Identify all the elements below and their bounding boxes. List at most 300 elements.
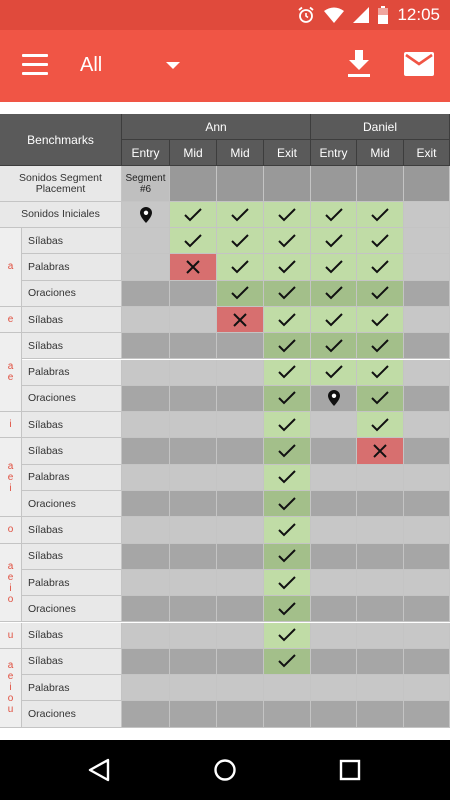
- benchmark-cell[interactable]: [217, 570, 264, 596]
- check-icon: [324, 233, 344, 249]
- benchmark-cell[interactable]: [217, 333, 264, 359]
- check-icon: [370, 417, 390, 433]
- vowel-group-label: [0, 412, 22, 438]
- benchmark-cell[interactable]: [264, 596, 311, 622]
- row-label-text: Sílabas: [28, 550, 64, 563]
- benchmark-cell[interactable]: [311, 254, 357, 280]
- benchmark-cell[interactable]: [264, 386, 311, 412]
- benchmark-cell[interactable]: [264, 544, 311, 570]
- benchmark-cell[interactable]: [264, 701, 311, 727]
- row-label-text: Sílabas: [28, 234, 64, 247]
- column-header-label: Mid: [370, 145, 390, 160]
- vowel-letter: u: [7, 704, 14, 716]
- benchmark-cell[interactable]: [311, 570, 357, 596]
- row-label: [22, 307, 122, 333]
- student-header-daniel: [311, 114, 450, 140]
- benchmark-cell[interactable]: [170, 649, 217, 675]
- benchmark-cell[interactable]: [404, 701, 450, 727]
- check-icon: [277, 233, 297, 249]
- benchmark-cell[interactable]: [357, 281, 404, 307]
- column-header-label: Entry: [131, 145, 160, 160]
- recents-icon[interactable]: [339, 759, 361, 781]
- row-label-text: Palabras: [28, 681, 70, 694]
- row-label-text: Sílabas: [28, 339, 64, 352]
- placement-cell[interactable]: [357, 166, 404, 202]
- benchmark-cell[interactable]: [264, 281, 311, 307]
- row-label-text: Sílabas: [28, 313, 64, 326]
- vowel-letter: a: [7, 560, 14, 572]
- check-icon: [277, 338, 297, 354]
- row-label-text: Sílabas: [28, 629, 64, 642]
- benchmark-cell[interactable]: [217, 465, 264, 491]
- cross-icon: [185, 259, 201, 275]
- check-icon: [230, 285, 250, 301]
- benchmark-cell[interactable]: [264, 649, 311, 675]
- benchmark-cell[interactable]: [170, 360, 217, 386]
- benchmark-cell[interactable]: [122, 412, 170, 438]
- benchmark-cell[interactable]: [122, 701, 170, 727]
- benchmark-cell[interactable]: [217, 228, 264, 254]
- student-name: Ann: [205, 119, 227, 134]
- check-icon: [183, 233, 203, 249]
- benchmark-cell[interactable]: [122, 360, 170, 386]
- benchmark-cell[interactable]: [311, 517, 357, 543]
- check-icon: [277, 496, 297, 512]
- benchmark-cell[interactable]: [264, 254, 311, 280]
- benchmark-cell[interactable]: [264, 307, 311, 333]
- vowel-group-label: [0, 649, 22, 728]
- row-label-initial-sounds: [0, 202, 122, 228]
- vowel-letter: e: [7, 314, 14, 326]
- row-label: [22, 333, 122, 359]
- benchmark-cell[interactable]: [357, 517, 404, 543]
- column-header: [264, 140, 311, 166]
- benchmark-cell[interactable]: [311, 412, 357, 438]
- filter-select-label[interactable]: All: [80, 54, 103, 76]
- row-label: [22, 360, 122, 386]
- check-icon: [324, 364, 344, 380]
- benchmark-cell[interactable]: [311, 386, 357, 412]
- placement-cell[interactable]: [217, 166, 264, 202]
- column-header-label: Exit: [276, 145, 297, 160]
- vowel-letter: o: [7, 593, 14, 605]
- check-icon: [277, 601, 297, 617]
- battery-icon: [378, 6, 388, 24]
- column-header-label: Mid: [183, 145, 203, 160]
- benchmark-cell[interactable]: [122, 517, 170, 543]
- check-icon: [277, 653, 297, 669]
- benchmark-cell[interactable]: [170, 491, 217, 517]
- benchmark-cell[interactable]: [311, 438, 357, 464]
- app-bar: [0, 30, 450, 102]
- check-icon: [370, 312, 390, 328]
- vowel-letter: u: [7, 629, 14, 641]
- benchmark-cell[interactable]: [404, 491, 450, 517]
- benchmark-cell[interactable]: [311, 623, 357, 649]
- check-icon: [183, 207, 203, 223]
- benchmark-cell[interactable]: [122, 307, 170, 333]
- benchmark-cell[interactable]: [264, 333, 311, 359]
- status-icons: [297, 0, 440, 30]
- benchmark-cell[interactable]: [170, 465, 217, 491]
- vowel-letter: e: [7, 571, 14, 583]
- benchmark-cell[interactable]: [122, 491, 170, 517]
- benchmark-cell[interactable]: [217, 675, 264, 701]
- vowel-letter: a: [7, 660, 14, 672]
- placement-cell[interactable]: [170, 166, 217, 202]
- benchmark-cell[interactable]: [404, 438, 450, 464]
- benchmark-cell[interactable]: [357, 202, 404, 228]
- benchmark-cell[interactable]: [357, 623, 404, 649]
- student-name: Daniel: [362, 119, 398, 134]
- benchmark-cell[interactable]: [264, 517, 311, 543]
- benchmark-cell[interactable]: [311, 360, 357, 386]
- vowel-group-label: [0, 228, 22, 307]
- benchmark-cell[interactable]: [404, 596, 450, 622]
- benchmark-cell[interactable]: [122, 544, 170, 570]
- vowel-letter: i: [9, 582, 12, 594]
- status-bar: [0, 0, 450, 30]
- status-time: 12:05: [397, 5, 440, 24]
- placement-cell[interactable]: [311, 166, 357, 202]
- benchmark-cell[interactable]: [122, 675, 170, 701]
- vowel-group-label: [0, 623, 22, 649]
- vowel-letter: a: [7, 460, 14, 472]
- benchmark-cell[interactable]: [217, 438, 264, 464]
- benchmark-cell[interactable]: [357, 675, 404, 701]
- benchmark-cell[interactable]: [122, 333, 170, 359]
- benchmark-cell[interactable]: [311, 649, 357, 675]
- benchmark-cell[interactable]: [122, 438, 170, 464]
- row-label-text: Sonidos Segment Placement: [19, 171, 102, 195]
- benchmark-cell[interactable]: [122, 386, 170, 412]
- benchmark-cell[interactable]: [217, 412, 264, 438]
- vowel-letter: i: [9, 419, 12, 431]
- column-header-label: Mid: [230, 145, 250, 160]
- benchmark-cell[interactable]: [404, 228, 450, 254]
- benchmarks-header: [0, 114, 122, 166]
- row-label: [22, 649, 122, 675]
- row-label-text: Sílabas: [28, 655, 64, 668]
- home-icon[interactable]: [213, 758, 237, 782]
- navigation-bar: [0, 740, 450, 800]
- check-icon: [277, 575, 297, 591]
- check-icon: [277, 627, 297, 643]
- vowel-letter: e: [7, 671, 14, 683]
- placement-cell[interactable]: [404, 166, 450, 202]
- benchmark-cell[interactable]: [170, 254, 217, 280]
- mail-icon[interactable]: [404, 52, 434, 76]
- vowel-letter: a: [7, 261, 14, 273]
- cross-icon: [232, 312, 248, 328]
- benchmark-cell[interactable]: [170, 386, 217, 412]
- row-label: [22, 386, 122, 412]
- row-label-text: Sílabas: [28, 523, 64, 536]
- benchmark-cell[interactable]: [217, 596, 264, 622]
- benchmark-cell[interactable]: [311, 228, 357, 254]
- benchmark-cell[interactable]: [404, 281, 450, 307]
- vowel-letter: e: [7, 372, 14, 384]
- benchmark-cell[interactable]: [170, 333, 217, 359]
- benchmark-cell[interactable]: [217, 491, 264, 517]
- benchmark-cell[interactable]: [264, 228, 311, 254]
- benchmark-cell[interactable]: [357, 544, 404, 570]
- benchmark-cell[interactable]: [311, 307, 357, 333]
- benchmark-cell[interactable]: [170, 412, 217, 438]
- row-label: [22, 438, 122, 464]
- benchmark-cell[interactable]: [264, 675, 311, 701]
- row-label-text: Oraciones: [28, 602, 76, 615]
- row-label-text: Oraciones: [28, 392, 76, 405]
- vowel-letter: a: [7, 361, 14, 373]
- benchmark-cell[interactable]: [357, 333, 404, 359]
- benchmark-cell[interactable]: [404, 570, 450, 596]
- row-label-text: Palabras: [28, 260, 70, 273]
- vowel-letter: i: [9, 482, 12, 494]
- check-icon: [370, 259, 390, 275]
- benchmark-cell[interactable]: [170, 438, 217, 464]
- benchmark-cell[interactable]: [264, 412, 311, 438]
- benchmark-cell[interactable]: [170, 202, 217, 228]
- benchmark-cell[interactable]: [122, 596, 170, 622]
- benchmark-cell[interactable]: [311, 544, 357, 570]
- benchmark-cell[interactable]: [264, 570, 311, 596]
- column-header-label: Entry: [319, 145, 348, 160]
- benchmark-cell[interactable]: [217, 649, 264, 675]
- benchmark-cell[interactable]: [357, 649, 404, 675]
- benchmark-cell[interactable]: [357, 491, 404, 517]
- vowel-group-label: [0, 307, 22, 333]
- column-header: [404, 140, 450, 166]
- benchmark-cell[interactable]: [357, 438, 404, 464]
- row-label-text: Sílabas: [28, 445, 64, 458]
- check-icon: [230, 207, 250, 223]
- vowel-group-label: [0, 333, 22, 412]
- check-icon: [370, 364, 390, 380]
- signal-icon: [353, 7, 369, 23]
- benchmark-cell[interactable]: [217, 623, 264, 649]
- vowel-letter: o: [7, 693, 14, 705]
- benchmark-cell[interactable]: [170, 281, 217, 307]
- column-header: [122, 140, 170, 166]
- benchmark-cell[interactable]: [357, 570, 404, 596]
- benchmark-cell[interactable]: [404, 412, 450, 438]
- cross-icon: [372, 443, 388, 459]
- check-icon: [324, 312, 344, 328]
- benchmark-cell[interactable]: [404, 254, 450, 280]
- benchmark-cell[interactable]: [122, 228, 170, 254]
- benchmark-cell[interactable]: [170, 570, 217, 596]
- check-icon: [370, 285, 390, 301]
- benchmark-cell[interactable]: [357, 386, 404, 412]
- row-label-text: Palabras: [28, 471, 70, 484]
- benchmark-cell[interactable]: [357, 360, 404, 386]
- benchmark-cell[interactable]: [122, 623, 170, 649]
- benchmark-cell[interactable]: [217, 202, 264, 228]
- benchmark-cell[interactable]: [404, 544, 450, 570]
- benchmark-cell[interactable]: [170, 544, 217, 570]
- benchmark-cell[interactable]: [170, 596, 217, 622]
- benchmark-cell[interactable]: [404, 386, 450, 412]
- benchmark-cell[interactable]: [404, 675, 450, 701]
- benchmark-cell[interactable]: [217, 281, 264, 307]
- column-header: [217, 140, 264, 166]
- row-label-text: Palabras: [28, 576, 70, 589]
- benchmark-cell[interactable]: [311, 491, 357, 517]
- row-label-text: Sonidos Iniciales: [21, 208, 100, 220]
- check-icon: [370, 338, 390, 354]
- check-icon: [277, 548, 297, 564]
- benchmark-cell[interactable]: [311, 596, 357, 622]
- column-header: [311, 140, 357, 166]
- check-icon: [277, 312, 297, 328]
- benchmark-cell[interactable]: [217, 544, 264, 570]
- benchmark-cell[interactable]: [217, 386, 264, 412]
- benchmark-cell[interactable]: [357, 412, 404, 438]
- back-icon[interactable]: [88, 758, 110, 782]
- row-label: [22, 228, 122, 254]
- benchmark-cell[interactable]: [217, 701, 264, 727]
- benchmark-cell[interactable]: [217, 307, 264, 333]
- check-icon: [277, 522, 297, 538]
- row-label: [22, 254, 122, 280]
- check-icon: [370, 390, 390, 406]
- location-pin-icon: [140, 207, 152, 223]
- benchmark-cell[interactable]: [311, 701, 357, 727]
- benchmark-cell[interactable]: [311, 281, 357, 307]
- benchmark-cell[interactable]: [170, 623, 217, 649]
- benchmark-cell[interactable]: [311, 202, 357, 228]
- check-icon: [277, 417, 297, 433]
- vowel-letter: e: [7, 471, 14, 483]
- wifi-icon: [324, 7, 344, 23]
- benchmarks-header-label: Benchmarks: [27, 132, 94, 147]
- benchmark-cell[interactable]: [264, 438, 311, 464]
- check-icon: [370, 207, 390, 223]
- row-label: [22, 570, 122, 596]
- benchmark-cell[interactable]: [357, 254, 404, 280]
- benchmark-cell[interactable]: [404, 517, 450, 543]
- check-icon: [277, 285, 297, 301]
- row-label: [22, 701, 122, 727]
- check-icon: [277, 364, 297, 380]
- benchmark-cell[interactable]: [404, 465, 450, 491]
- benchmark-cell[interactable]: [264, 360, 311, 386]
- benchmark-cell[interactable]: [170, 228, 217, 254]
- benchmark-cell[interactable]: [122, 570, 170, 596]
- check-icon: [230, 259, 250, 275]
- benchmark-cell[interactable]: [357, 228, 404, 254]
- row-label-placement: [0, 166, 122, 202]
- student-header-ann: [122, 114, 311, 140]
- benchmark-cell[interactable]: [311, 675, 357, 701]
- location-pin-icon: [328, 390, 340, 406]
- benchmark-cell[interactable]: [122, 281, 170, 307]
- row-label-text: Palabras: [28, 366, 70, 379]
- check-icon: [324, 259, 344, 275]
- check-icon: [277, 469, 297, 485]
- column-header: [170, 140, 217, 166]
- placement-cell[interactable]: [122, 166, 170, 202]
- check-icon: [230, 233, 250, 249]
- vowel-group-label: [0, 438, 22, 517]
- vowel-letter: o: [7, 524, 14, 536]
- benchmark-cell[interactable]: [404, 307, 450, 333]
- check-icon: [277, 443, 297, 459]
- benchmark-cell[interactable]: [357, 465, 404, 491]
- benchmark-cell[interactable]: [170, 307, 217, 333]
- vowel-group-label: [0, 544, 22, 623]
- benchmark-cell[interactable]: [170, 675, 217, 701]
- row-label-text: Sílabas: [28, 418, 64, 431]
- benchmark-cell[interactable]: [170, 517, 217, 543]
- check-icon: [370, 233, 390, 249]
- dropdown-arrow-icon[interactable]: [166, 62, 180, 69]
- benchmark-cell[interactable]: [264, 465, 311, 491]
- check-icon: [277, 259, 297, 275]
- row-label: [22, 412, 122, 438]
- benchmark-cell[interactable]: [357, 307, 404, 333]
- benchmark-cell[interactable]: [357, 701, 404, 727]
- vowel-letter: i: [9, 682, 12, 694]
- benchmark-cell[interactable]: [404, 333, 450, 359]
- benchmark-cell[interactable]: [122, 202, 170, 228]
- row-label: [22, 596, 122, 622]
- column-header: [357, 140, 404, 166]
- benchmark-cell[interactable]: [264, 202, 311, 228]
- check-icon: [277, 390, 297, 406]
- row-label: [22, 544, 122, 570]
- benchmark-cell[interactable]: [311, 333, 357, 359]
- benchmark-cell[interactable]: [217, 254, 264, 280]
- row-label-text: Oraciones: [28, 497, 76, 510]
- row-label: [22, 517, 122, 543]
- row-label: [22, 491, 122, 517]
- benchmark-cell[interactable]: [264, 491, 311, 517]
- check-icon: [277, 207, 297, 223]
- benchmark-cell[interactable]: [217, 360, 264, 386]
- benchmark-cell[interactable]: [122, 254, 170, 280]
- check-icon: [324, 338, 344, 354]
- benchmark-cell[interactable]: [357, 596, 404, 622]
- benchmark-cell[interactable]: [122, 465, 170, 491]
- alarm-icon: [297, 6, 315, 24]
- row-label: [22, 281, 122, 307]
- row-label: [22, 675, 122, 701]
- benchmark-cell[interactable]: [404, 623, 450, 649]
- vowel-group-label: [0, 517, 22, 543]
- row-label: [22, 623, 122, 649]
- benchmark-cell[interactable]: [170, 701, 217, 727]
- row-label: [22, 465, 122, 491]
- placement-cell[interactable]: [264, 166, 311, 202]
- benchmark-cell[interactable]: [404, 360, 450, 386]
- column-header-label: Exit: [416, 145, 437, 160]
- placement-segment: Segment #6: [125, 172, 166, 195]
- benchmark-cell[interactable]: [404, 649, 450, 675]
- download-icon[interactable]: [346, 50, 372, 78]
- check-icon: [324, 285, 344, 301]
- benchmark-cell[interactable]: [217, 517, 264, 543]
- check-icon: [324, 207, 344, 223]
- hamburger-menu-icon[interactable]: [22, 54, 48, 76]
- row-label-text: Oraciones: [28, 287, 76, 300]
- benchmark-cell[interactable]: [122, 649, 170, 675]
- benchmark-cell[interactable]: [264, 623, 311, 649]
- benchmark-cell[interactable]: [404, 202, 450, 228]
- benchmark-cell[interactable]: [311, 465, 357, 491]
- row-label-text: Oraciones: [28, 708, 76, 721]
